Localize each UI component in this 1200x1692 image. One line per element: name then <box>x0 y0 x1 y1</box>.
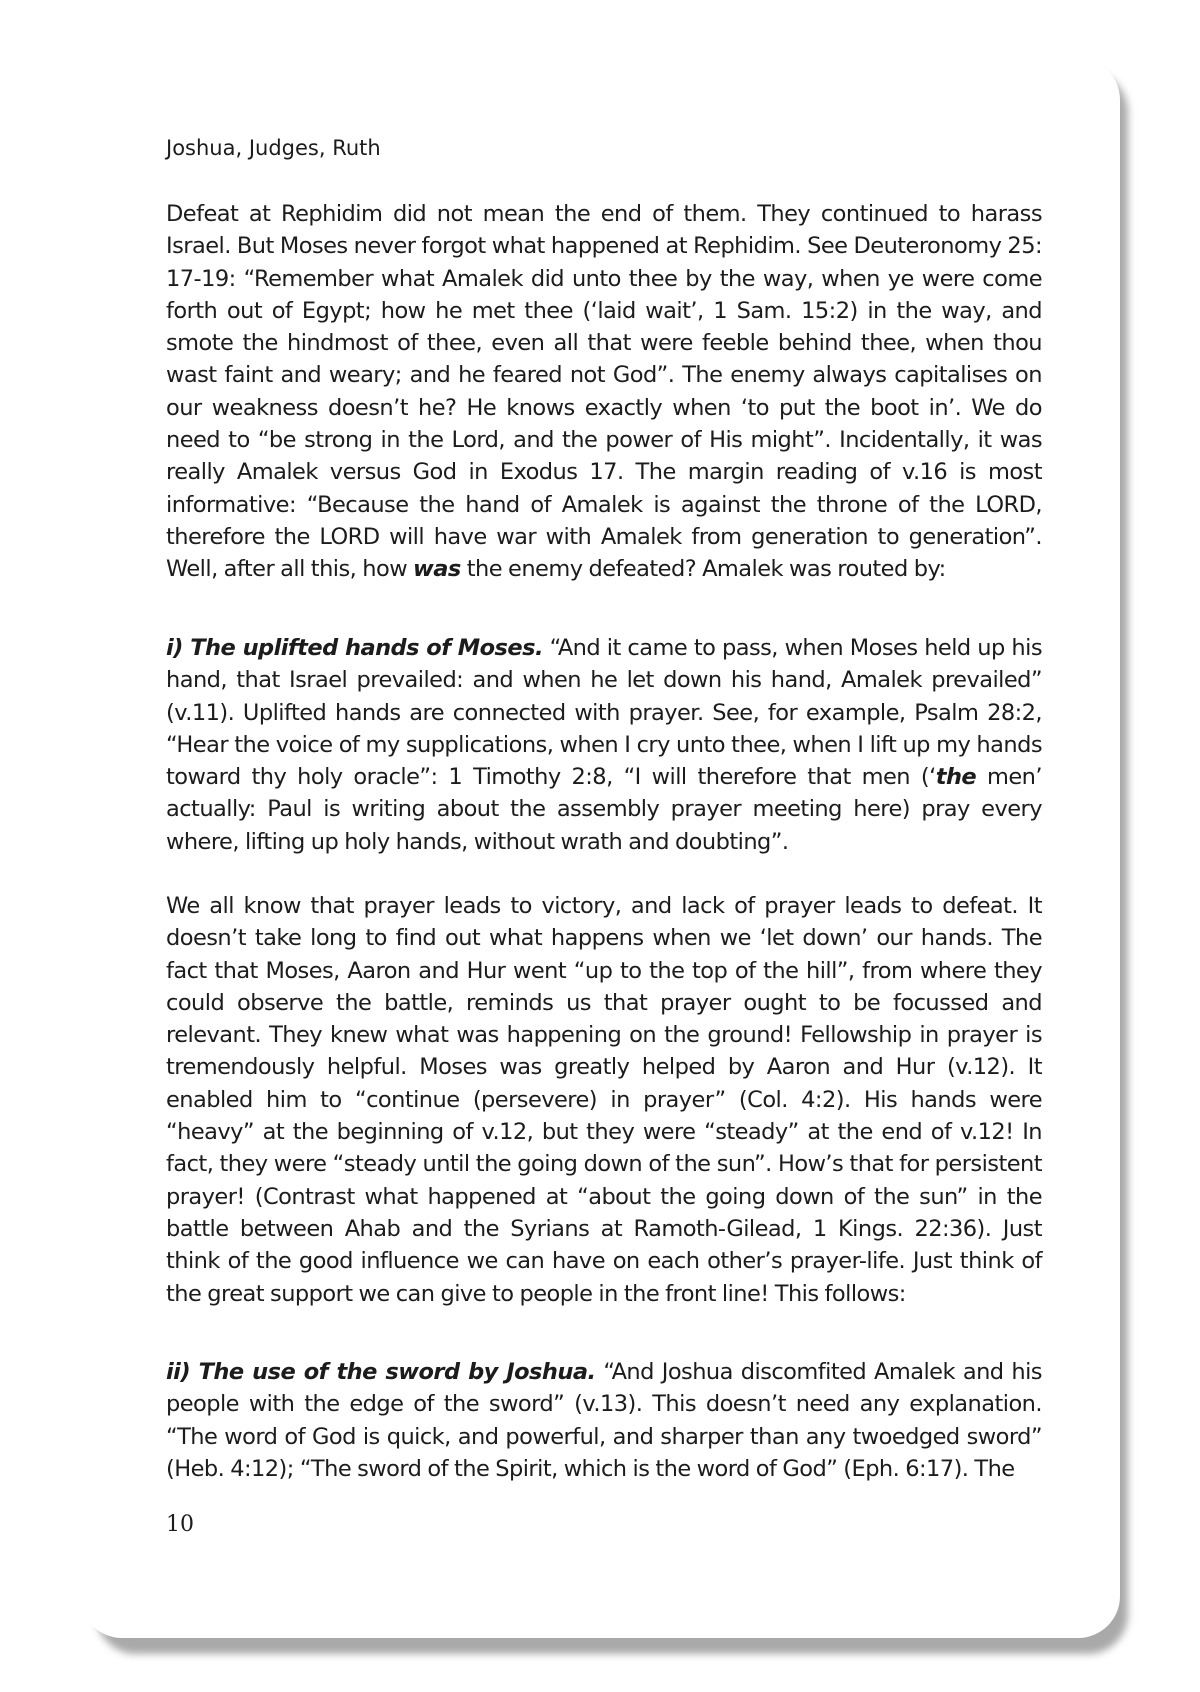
paragraph-1-text-a: Defeat at Rephidim did not mean the end of them. They continued to harass Israel. But Moses never forgot what happened at Rephidim. See Deuteronomy 25: 17-19: “Remember what Amalek did unto thee by the way, when ye were come forth out of Egypt; how he met thee (‘laid wait’, 1 Sam. 15:2) in the way, and smote the hindmost of thee, even all that were feeble behind thee, when thou wast faint and weary; and he feared not God”. The enemy always capitalises on our weakness doesn’t he? He knows exactly when ‘to put the boot in’. We do need to “be strong in the Lord, and the power of His might”. Incidentally, it was really Amalek versus God in Exodus 17. The margin reading of v.16 is most informative: “Because the hand of Amalek is against the throne of the LORD, therefore the LORD will have war with Amalek from generation to generation”. Well, after all this, how <box>166 201 1042 583</box>
section-heading-sword: ii) The use of the sword by Joshua. <box>166 1359 596 1385</box>
paragraph-1-emphasis: was <box>413 556 461 583</box>
paragraph-4 <box>166 1356 1042 1485</box>
paragraph-2-text-a: “And it came to pass, when Moses held up his hand, that Israel prevailed: and when he let down his hand, Amalek prevailed” (v.11). Uplifted hands are connected with prayer. See, for example, Psalm 28:2, “Hear the voice of my supplications, when I cry unto thee, when I lift up my hands toward thy holy oracle”: 1 Timothy 2:8, “I will therefore that men (‘ <box>166 635 1042 791</box>
paragraph-1 <box>166 198 1042 586</box>
paragraph-1-text-b: the enemy defeated? Amalek was routed by: <box>460 556 946 583</box>
paragraph-2-text-b: men’ actually: Paul is writing about the assembly prayer meeting here) pray every where, lifting up holy hands, without wrath and doubting”. <box>166 764 1042 855</box>
paragraph-3 <box>166 890 1042 1310</box>
paragraph-2 <box>166 632 1042 858</box>
paragraph-2-emphasis: the <box>935 764 977 791</box>
page-number: 10 <box>166 1512 194 1537</box>
running-head: Joshua, Judges, Ruth <box>166 136 381 160</box>
paragraph-3-text: We all know that prayer leads to victory, and lack of prayer leads to defeat. It doesn’t take long to find out what happens when we ‘let down’ our hands. The fact that Moses, Aaron and Hur went “up to the top of the hill”, from where they could observe the battle, reminds us that prayer ought to be focussed and relevant. They knew what was happening on the ground! Fellowship in prayer is tremendously helpful. Moses was greatly helped by Aaron and Hur (v.12). It enabled him to “continue (persevere) in prayer” (Col. 4:2). His hands were “heavy” at the beginning of v.12, but they were “steady” at the end of v.12! In fact, they were “steady until the going down of the sun”. How’s that for persistent prayer! (Contrast what happened at “about the going down of the sun” in the battle between Ahab and the Syrians at Ramoth-Gilead, 1 Kings. 22:36). Just think of the good influence we can have on each other’s prayer-life. Just think of the great support we can give to people in the front line! This follows: <box>166 893 1042 1307</box>
paragraph-4-text: “And Joshua discomfited Amalek and his people with the edge of the sword” (v.13). This doesn’t need any explanation. “The word of God is quick, and powerful, and sharper than any twoedged sword” (Heb. 4:12); “The sword of the Spirit, which is the word of God” (Eph. 6:17). The <box>166 1359 1042 1482</box>
section-heading-uplifted-hands: i) The uplifted hands of Moses. <box>166 635 543 661</box>
